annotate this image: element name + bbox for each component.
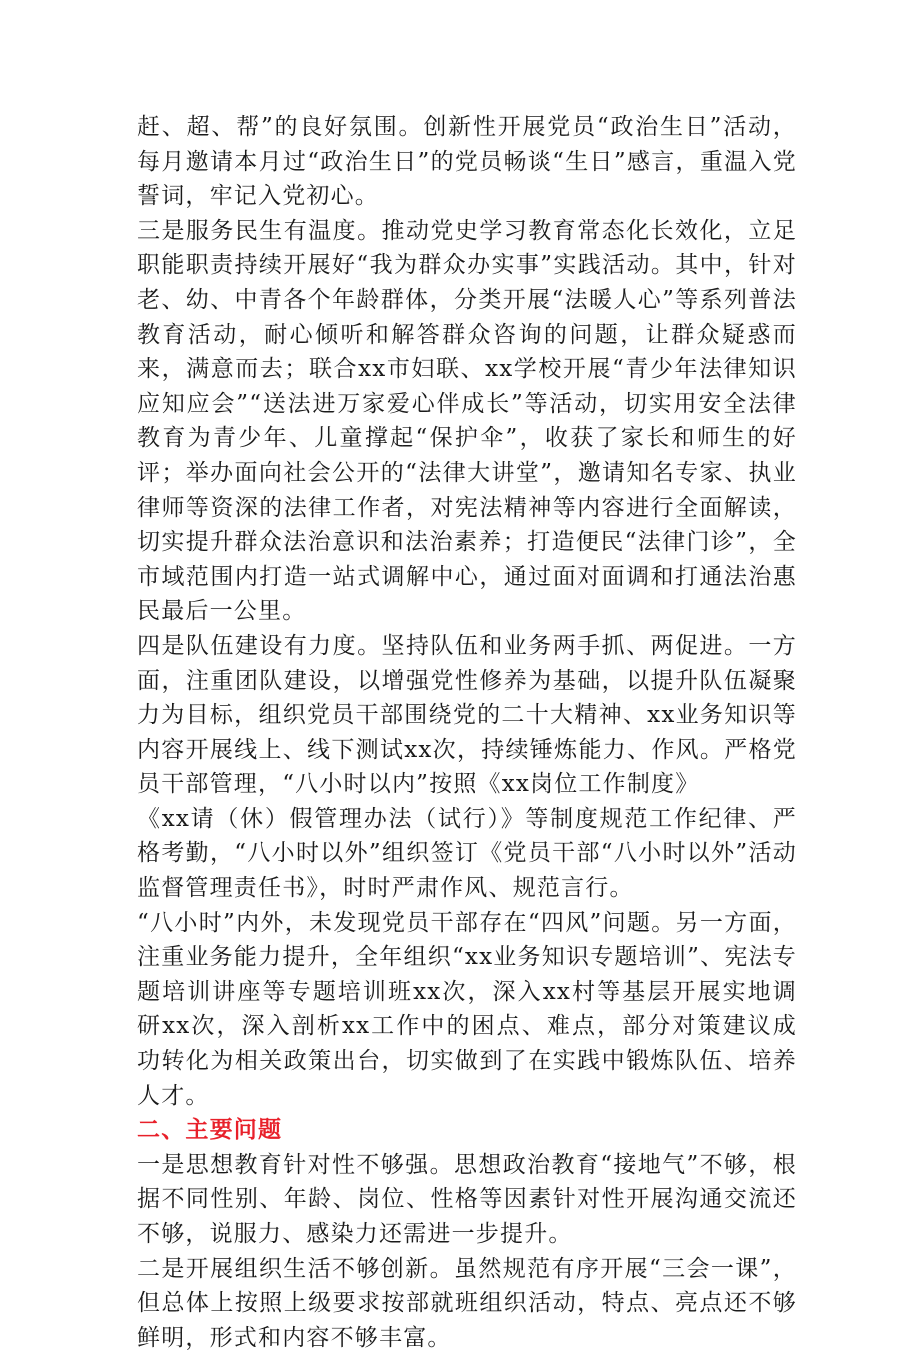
paragraph-problem-2: 二是开展组织生活不够创新。虽然规范有序开展“三会一课”，但总体上按照上级要求按部就班组织活动，特点、亮点还不够鲜明，形式和内容不够丰富。 [137,1255,797,1351]
paragraph-service-livelihood: 三是服务民生有温度。推动党史学习教育常态化长效化，立足职能职责持续开展好“我为群众办实事”实践活动。其中，针对老、幼、中青各个年龄群体，分类开展“法暖人心”等系列普法教育活动，耐心倾听和解答群众咨询的问题，让群众疑惑而来，满意而去；联合xx市妇联、xx学校开展“青少年法律知识应知应会”“送法进万家爱心伴成长”等活动，切实用安全法律教育为青少年、儿童撑起“保护伞”，收获了家长和师生的好评；举办面向社会公开的“法律大讲堂”，邀请知名专家、执业律师等资深的法律工作者，对宪法精神等内容进行全面解读，切实提升群众法治意识和法治素养；打造便民“法律门诊”，全市域范围内打造一站式调解中心，通过面对面调和打通法治惠民最后一公里。 [137,217,797,625]
paragraph-eight-hours: “八小时”内外，未发现党员干部存在“四风”问题。另一方面，注重业务能力提升，全年组织“xx业务知识专题培训”、宪法专题培训讲座等专题培训班xx次，深入xx村等基层开展实地调研xx次，深入剖析xx工作中的困点、难点，部分对策建议成功转化为相关政策出台，切实做到了在实践中锻炼队伍、培养人才。 [137,909,797,1109]
section-heading-main-problems: 二、主要问题 [137,1117,283,1144]
paragraph-leave-rules: 《xx请（休）假管理办法（试行）》等制度规范工作纪律、严格考勤，“八小时以外”组织签订《党员干部“八小时以外”活动监督管理责任书》，时时严肃作风、规范言行。 [137,805,797,902]
paragraph-problem-1: 一是思想教育针对性不够强。思想政治教育“接地气”不够，根据不同性别、年龄、岗位、性格等因素针对性开展沟通交流还不够，说服力、感染力还需进一步提升。 [137,1151,797,1247]
paragraph-team-building: 四是队伍建设有力度。坚持队伍和业务两手抓、两促进。一方面，注重团队建设，以增强党性修养为基础，以提升队伍凝聚力为目标，组织党员干部围绕党的二十大精神、xx业务知识等内容开展线上、线下测试xx次，持续锤炼能力、作风。严格党员干部管理，“八小时以内”按照《xx岗位工作制度》 [137,632,797,798]
paragraph-party-birthday: 赶、超、帮”的良好氛围。创新性开展党员“政治生日”活动，每月邀请本月过“政治生日”的党员畅谈“生日”感言，重温入党誓词，牢记入党初心。 [137,114,797,210]
document-page [137,110,797,1355]
